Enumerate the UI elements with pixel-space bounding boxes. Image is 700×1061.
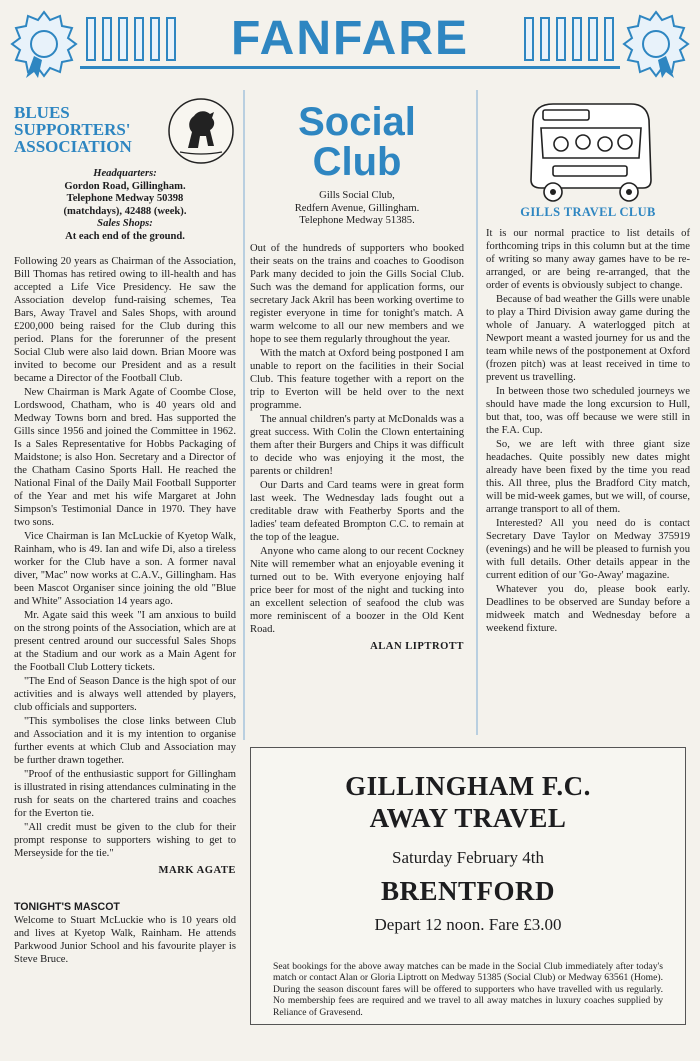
article-paragraph: "Proof of the enthusiastic support for Gillingham is illustrated in rising attendances culminating in the rush for seats on the chartered trains and coaches for the Everton tie.: [14, 769, 236, 819]
coach-bus-icon: [513, 96, 663, 204]
article-paragraph: In between those two scheduled journeys we should have made the long excursion to Hull, but that, too, was off because we were still in the F.A. Cup.: [486, 386, 690, 436]
article-paragraph: "All credit must be given to the club for their prompt response to supporters wishing to get to Merseyside for the tie.": [14, 822, 236, 859]
article-paragraph: Our Darts and Card teams were in great form last week. The Wednesday lads fought out a creditable draw with Featherby Sports and the ladies' team defeated Brompton C.C. to remain at the top of the league.: [250, 479, 464, 543]
horse-badge-icon: [166, 96, 236, 166]
article-paragraph: Anyone who came along to our recent Cockney Nite will remember what an enjoyable evening it turned out to be. With everyone enjoying half price beer for most of the night and tucking into an excellent selection of seafood the club was more reminiscent of a boozer in the Old Kent Road.: [250, 545, 464, 635]
social-club-heading: Social Club: [298, 100, 416, 184]
article-paragraph: Vice Chairman is Ian McLuckie of Kyetop Walk, Rainham, who is 49. Ian and wife Di, also a tireless worker for the Club have a son. A former naval diver, ''Mac'' now works at C.A.V., Gillingham. Has been Mascot Organiser since joining the old "Blue and White" Association 14 years ago.: [14, 531, 236, 607]
advert-date: Saturday February 4th: [391, 848, 545, 867]
page-title: FANFARE: [230, 12, 469, 65]
column-divider: [243, 90, 245, 740]
away-travel-advert: [250, 747, 686, 1025]
advert-club-name: GILLINGHAM F.C.: [345, 771, 591, 801]
article-paragraph: Interested? All you need do is contact Secretary Dave Taylor on Medway 375919 (evenings) and he will be pleased to furnish you with full details. Other details appear in the current edition of our 'Go-Away' magazine.: [486, 518, 690, 581]
advert-opponent: BRENTFORD: [380, 876, 555, 906]
social-club-column: [250, 96, 464, 653]
advert-heading: AWAY TRAVEL: [369, 803, 567, 833]
travel-club-heading: GILLS TRAVEL CLUB: [520, 205, 656, 219]
article-paragraph: It is our normal practice to list details of forthcoming trips in this column but at the time of writing so many away games have to be re-arranged, or are being re-arranged, that the order of events is obviously subject to change.: [486, 228, 690, 291]
banner-bars-left: [86, 17, 176, 61]
article-paragraph: With the match at Oxford being postponed I am unable to report on the facilities in their Social Club. This feature together with a report on the trip to Everton will be held over to the next programme.: [250, 347, 464, 411]
article-paragraph: "The End of Season Dance is the high spot of our activities and is always well attended by players, club officials and supporters.: [14, 676, 236, 713]
blues-supporters-column: [14, 96, 236, 967]
article-paragraph: New Chairman is Mark Agate of Coombe Close, Lordswood, Chatham, who is 40 years old and Medway Towns born and bred. Has supported the Gills since 1956 and joined the Committee in 1962. Is a Sales Representative for Hobbs Packaging of Maidstone; is also Hon. Secretary and a Director of the Chatham Casino Sports Hall. He reached the National Final of the Daily Mail Football Supporter of the Year and met his wife Margaret at John Simpson's Testimonial Dance in 1970. They have two sons.: [14, 387, 236, 528]
mascot-heading: TONIGHT'S MASCOT: [14, 901, 120, 913]
headquarters-info: Headquarters: Gordon Road, Gillingham. Telephone Medway 50398 (matchdays), 42488 (week). Sales Shops: At each end of the ground.: [63, 168, 187, 242]
mascot-text: Welcome to Stuart McLuckie who is 10 years old and lives at Kyetop Walk, Rainham. He attends Parkwood Junior School and his favourite player is Steve Bruce.: [14, 915, 236, 965]
rosette-icon: [620, 6, 692, 78]
author-signature: MARK AGATE: [158, 865, 236, 876]
article-paragraph: Following 20 years as Chairman of the Association, Bill Thomas has retired owing to ill-health and has accepted a Life Vice Presidency. He saw the Association develop fund-raising schemes, Tea Bars, Away Travel and Sales Shops, with around £200,000 being raised for the Club during this period. Plans for the forerunner of the present Social Club were also laid down. Brian Moore was invited to become our President and as a result became a Director of the Football Club.: [14, 256, 236, 384]
article-paragraph: So, we are left with three giant size headaches. Quite possibly new dates might already have been fixed by the time you read this. All three, plus the Bradford City match, will be mid-week games, but we will, of course, arrange transport to all of them.: [486, 439, 690, 515]
column-divider: [476, 90, 478, 735]
rosette-icon: [8, 6, 80, 78]
social-club-address: Gills Social Club, Redfern Avenue, Gillingham. Telephone Medway 51385.: [294, 190, 420, 226]
banner-bars-right: [524, 17, 614, 61]
advert-departure: Depart 12 noon. Fare £3.00: [374, 915, 562, 934]
blues-heading: BLUES SUPPORTERS' ASSOCIATION: [14, 103, 132, 156]
article-paragraph: Whatever you do, please book early. Deadlines to be observed are Sunday before a midweek match and Wednesday before a weekend fixture.: [486, 584, 690, 634]
fanfare-banner: [0, 0, 700, 92]
article-paragraph: "This symbolises the close links between Club and Association and it is my intention to organise further events at which Club and Association may be further drawn together.: [14, 716, 236, 766]
article-paragraph: Mr. Agate said this week "I am anxious to build on the strong points of the Association, which are at present centred around our successful Sales Shops at the Stadium and our work as a Main Agent for the Football Club Lottery tickets.: [14, 610, 236, 673]
article-paragraph: The annual children's party at McDonalds was a great success. With Colin the Clown entertaining them after their Burgers and Chips it was difficult to decide who was enjoying it the most, the parents or children!: [250, 413, 465, 477]
article-paragraph: Because of bad weather the Gills were unable to play a Third Division away game during the whole of January. A waterlogged pitch at Newport meant a wasted journey for us and the team while news of the postponement at Oxford (frozen pitch) was at least received in time to prevent us travelling.: [486, 294, 690, 383]
advert-booking-details: Seat bookings for the above away matches can be made in the Social Club immediately after today's match or contact Alan or Gloria Liptrott on Medway 51385 (Social Club) or Medway 63561 (Home). During the season discount fares will be offered to supporters who have travelled with us regularly. No membership fees are required and we travel to all away matches in luxury coaches supplied by Reliance of Gravesend.: [273, 961, 663, 1018]
travel-club-column: [486, 96, 690, 636]
author-signature: ALAN LIPTROTT: [370, 640, 464, 652]
banner-underline: [80, 66, 620, 69]
article-paragraph: Out of the hundreds of supporters who booked their seats on the trains and coaches to Goodison Park many decided to join the Gills Social Club. Such was the demand for application forms, our secretary Jack Akril has been working overtime to register everyone in time for tonight's match. A warm welcome to all our new members and we hope to see them regularly throughout the year.: [250, 242, 464, 345]
